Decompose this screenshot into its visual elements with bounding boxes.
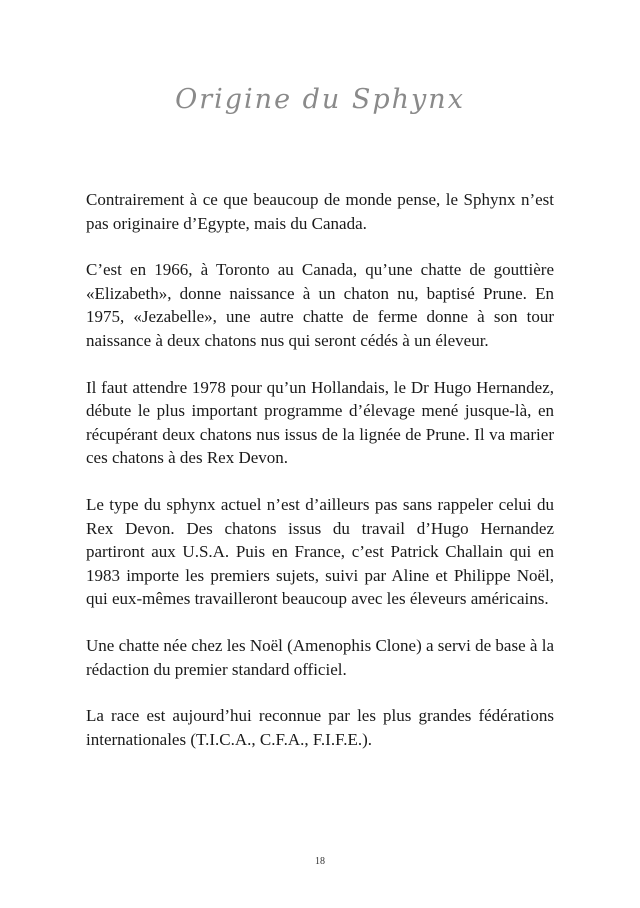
paragraph-rex-devon: Le type du sphynx actuel n’est d’ailleurs pas sans rappeler celui du Rex Devon. Des chatons issus du travail d’Hugo Hernandez partiront aux U.S.A. Puis en France, c’est Patrick Challain qui en 1983 importe les premiers sujets, suivi par Aline et Philippe Noël, qui eux-mêmes travailleront beaucoup avec les éleveurs américains. [86, 494, 554, 609]
page-title: Origine du Sphynx [175, 84, 465, 115]
paragraph-standard: Une chatte née chez les Noël (Amenophis Clone) a servi de base à la rédaction du premier standard officiel. [86, 635, 554, 679]
paragraph-federations: La race est aujourd’hui reconnue par les plus grandes fédérations internationales (T.I.C.A., C.F.A., F.I.F.E.). [86, 706, 554, 749]
body-text [86, 188, 554, 774]
paragraph-origin: Contrairement à ce que beaucoup de monde pense, le Sphynx n’est pas originaire d’Egypte, mais du Canada. [86, 190, 554, 233]
paragraph-toronto: C’est en 1966, à Toronto au Canada, qu’une chatte de gouttière «Elizabeth», donne naissance à un chaton nu, baptisé Prune. En 1975, «Jezabelle», une autre chatte de ferme donne à son tour naissance à deux chatons nus qui seront cédés à un éleveur. [86, 260, 554, 350]
page-number: 18 [315, 856, 325, 867]
paragraph-hernandez: Il faut attendre 1978 pour qu’un Hollandais, le Dr Hugo Hernandez, débute le plus important programme d’élevage mené jusque-là, en récupérant deux chatons nus issus de la lignée de Prune. Il va marier ces chatons à des Rex Devon. [86, 377, 554, 468]
